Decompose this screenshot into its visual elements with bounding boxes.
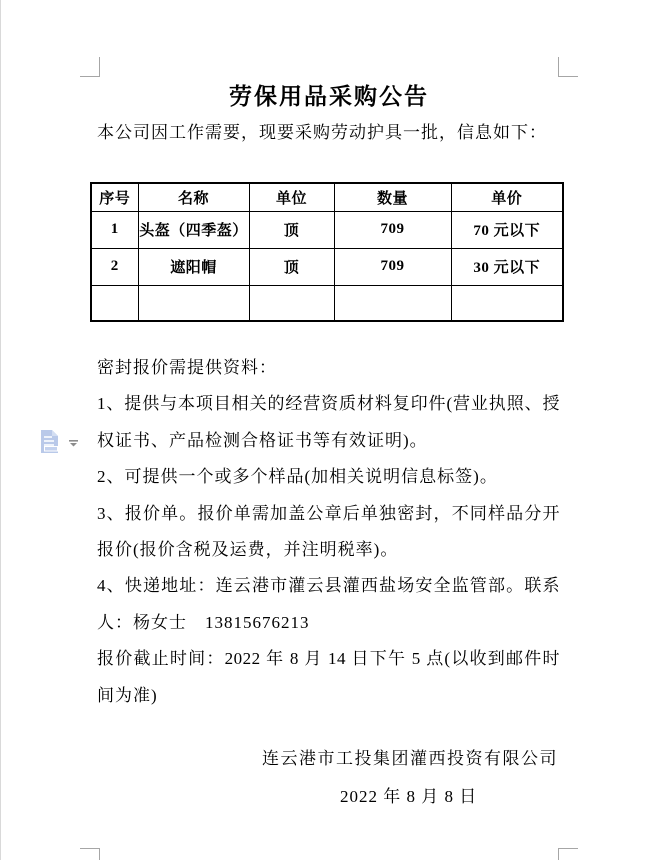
table-header-cell: 序号 <box>91 183 138 211</box>
text-boundary-mark-bottom-left <box>80 848 100 860</box>
signature-company: 连云港市工投集团灌西投资有限公司 <box>262 749 558 768</box>
body-line: 人：杨女士 13815676213 <box>97 612 310 632</box>
body-line: 权证书、产品检测合格证书等有效证明)。 <box>97 430 428 450</box>
paste-options-button[interactable] <box>38 428 80 458</box>
table-row <box>91 285 563 321</box>
intro-paragraph: 本公司因工作需要，现要采购劳动护具一批，信息如下： <box>97 123 547 142</box>
items-table <box>90 182 564 322</box>
table-cell <box>138 285 249 321</box>
table-cell: 70 元以下 <box>451 211 563 248</box>
table-cell: 遮阳帽 <box>138 248 249 285</box>
table-cell: 头盔（四季盔） <box>138 211 249 248</box>
table-cell: 30 元以下 <box>451 248 563 285</box>
table-cell: 709 <box>334 248 451 285</box>
table-header-row <box>91 183 563 211</box>
table-header-cell: 数量 <box>334 183 451 211</box>
table-cell <box>334 285 451 321</box>
body-line: 密封报价需提供资料： <box>97 358 277 377</box>
table-header-cell: 名称 <box>138 183 249 211</box>
table-cell <box>249 285 334 321</box>
window-left-edge <box>0 0 1 860</box>
table-cell <box>91 285 138 321</box>
signature-date: 2022 年 8 月 8 日 <box>340 787 478 806</box>
text-boundary-mark-bottom-right <box>558 848 578 860</box>
chevron-down-icon[interactable] <box>69 440 78 447</box>
body-text <box>97 350 560 714</box>
body-line: 3、报价单。报价单需加盖公章后单独密封，不同样品分开 <box>97 503 560 523</box>
body-line: 报价截止时间：2022 年 8 月 14 日下午 5 点(以收到邮件时 <box>97 649 560 669</box>
table-cell <box>451 285 563 321</box>
table-header-cell: 单价 <box>451 183 563 211</box>
text-boundary-mark-top-right <box>558 57 578 77</box>
table-cell: 1 <box>91 211 138 248</box>
table-row <box>91 211 563 248</box>
document-title: 劳保用品采购公告 <box>229 84 429 109</box>
body-line: 1、提供与本项目相关的经营资质材料复印件(营业执照、授 <box>97 394 560 414</box>
table-cell: 709 <box>334 211 451 248</box>
body-line: 2、可提供一个或多个样品(加相关说明信息标签)。 <box>97 467 498 487</box>
paste-options-icon <box>41 430 58 453</box>
table-cell: 顶 <box>249 248 334 285</box>
table-header-cell: 单位 <box>249 183 334 211</box>
body-line: 报价(报价含税及运费，并注明税率)。 <box>97 540 399 560</box>
table-row <box>91 248 563 285</box>
table-cell: 2 <box>91 248 138 285</box>
body-line: 间为准) <box>97 685 158 705</box>
body-line: 4、快递地址：连云港市灌云县灌西盐场安全监管部。联系 <box>97 576 560 596</box>
table-cell: 顶 <box>249 211 334 248</box>
text-boundary-mark-top-left <box>80 57 100 77</box>
